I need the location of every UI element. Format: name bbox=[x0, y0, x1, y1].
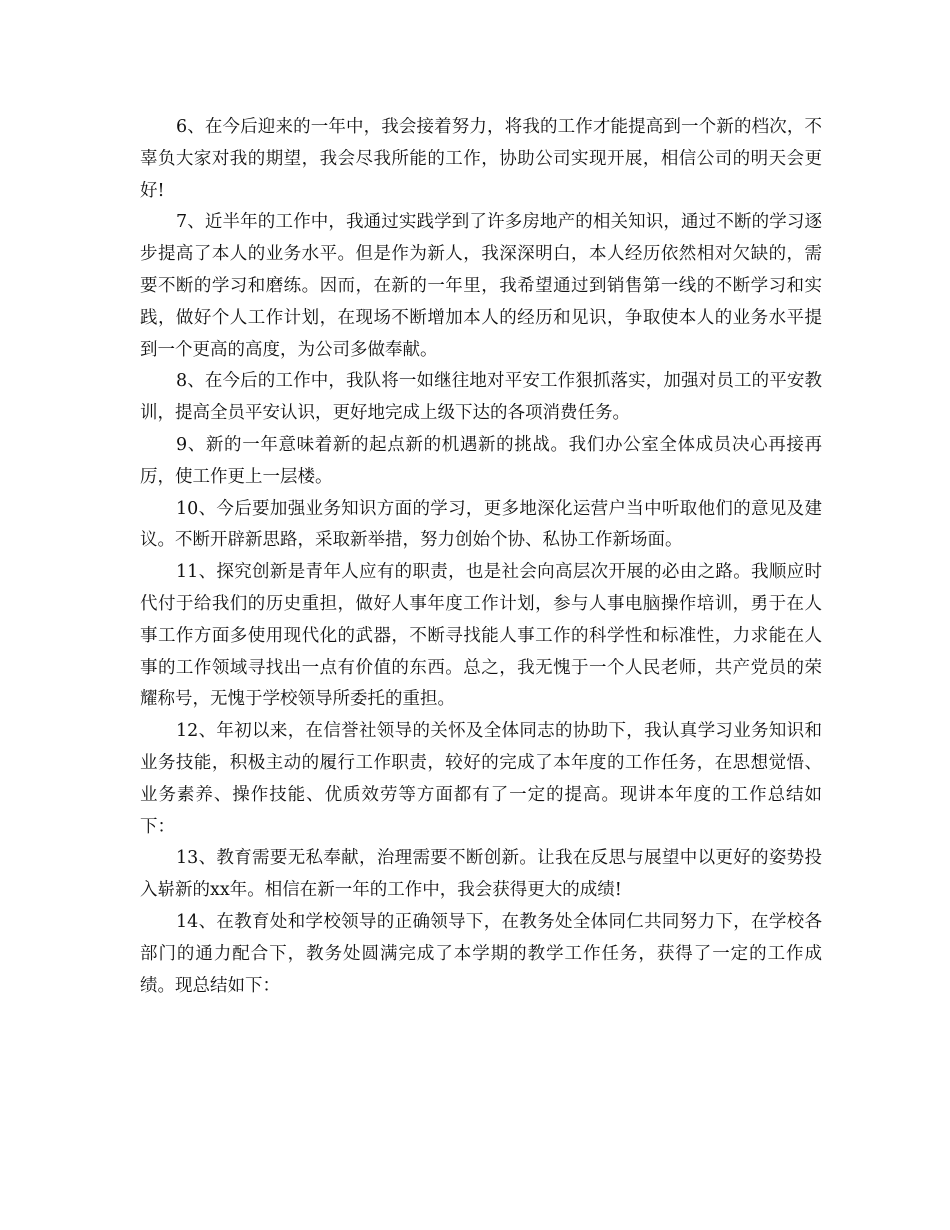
paragraph-13: 13、教育需要无私奉献，治理需要不断创新。让我在反思与展望中以更好的姿势投入崭新的xx年。相信在新一年的工作中，我会获得更大的成绩! bbox=[140, 848, 822, 901]
paragraph-11: 11、探究创新是青年人应有的职责，也是社会向高层次开展的必由之路。我顺应时代付于给我们的历史重担，做好人事年度工作计划，参与人事电脑操作培训，勇于在人事工作方面多使用现代化的武器，不断寻找能人事工作的科学性和标准性，力求能在人事的工作领域寻找出一点有价值的东西。总之，我无愧于一个人民老师，共产党员的荣耀称号，无愧于学校领导所委托的重担。 bbox=[140, 562, 822, 710]
paragraph-10: 10、今后要加强业务知识方面的学习，更多地深化运营户当中听取他们的意见及建议。不断开辟新思路，采取新举措，努力创始个协、私协工作新场面。 bbox=[140, 498, 822, 551]
paragraph-7: 7、近半年的工作中，我通过实践学到了许多房地产的相关知识，通过不断的学习逐步提高了本人的业务水平。但是作为新人，我深深明白，本人经历依然相对欠缺的，需要不断的学习和磨练。因而，在新的一年里，我希望通过到销售第一线的不断学习和实践，做好个人工作计划，在现场不断增加本人的经历和见识，争取使本人的业务水平提到一个更高的高度，为公司多做奉献。 bbox=[140, 212, 822, 360]
paragraph-8: 8、在今后的工作中，我队将一如继往地对平安工作狠抓落实，加强对员工的平安教训，提高全员平安认识，更好地完成上级下达的各项消费任务。 bbox=[140, 371, 822, 424]
paragraph-6: 6、在今后迎来的一年中，我会接着努力，将我的工作才能提高到一个新的档次，不辜负大家对我的期望，我会尽我所能的工作，协助公司实现开展，相信公司的明天会更好! bbox=[140, 117, 822, 201]
document-body bbox=[140, 112, 822, 1002]
paragraph-9: 9、新的一年意味着新的起点新的机遇新的挑战。我们办公室全体成员决心再接再厉，使工作更上一层楼。 bbox=[140, 434, 822, 487]
paragraph-12: 12、年初以来，在信誉社领导的关怀及全体同志的协助下，我认真学习业务知识和业务技能，积极主动的履行工作职责，较好的完成了本年度的工作任务，在思想觉悟、业务素养、操作技能、优质效劳等方面都有了一定的提高。现讲本年度的工作总结如下： bbox=[140, 721, 822, 837]
paragraph-14: 14、在教育处和学校领导的正确领导下，在教务处全体同仁共同努力下，在学校各部门的通力配合下，教务处圆满完成了本学期的教学工作任务，获得了一定的工作成绩。现总结如下： bbox=[140, 911, 822, 996]
